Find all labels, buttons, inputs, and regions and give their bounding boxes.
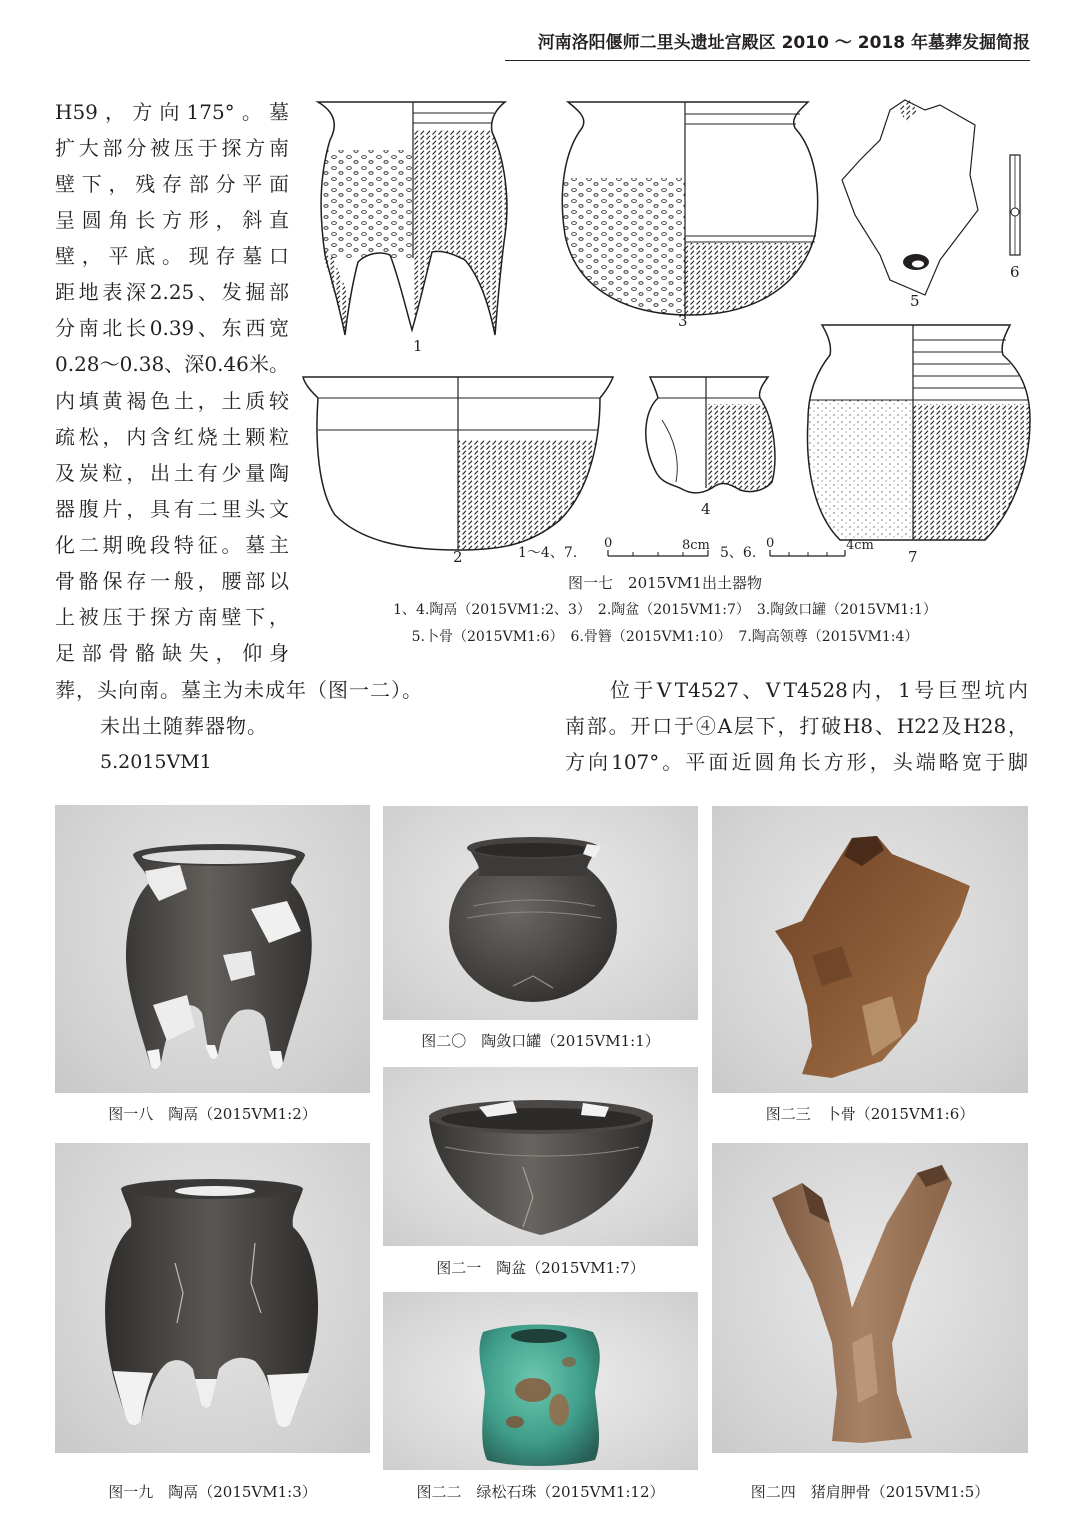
drawing-label-6: 6 xyxy=(1010,263,1020,281)
pig-scapula-photo xyxy=(712,1143,1028,1453)
photo-figure-21 xyxy=(383,1067,698,1246)
body-line: 及炭粒，出土有少量陶 xyxy=(55,461,289,485)
body-line: 上被压于探方南壁下， xyxy=(55,605,289,629)
drawing-2-basin xyxy=(303,377,618,555)
section-heading: 5.2015ⅤM1 xyxy=(100,751,212,773)
body-line: 0.28～0.38、深0.46米。 xyxy=(55,352,289,376)
scale-bar-4cm xyxy=(770,550,845,556)
figure-17-title: 图一七 2015ⅤM1出土器物 xyxy=(568,574,762,592)
turquoise-bead-photo xyxy=(383,1292,698,1470)
photo-caption-figure-23: 图二三 卜骨（2015ⅤM1:6） xyxy=(765,1105,975,1123)
photo-figure-22 xyxy=(383,1292,698,1470)
drawing-5-oracle-bone xyxy=(842,100,978,295)
scale-a-zero: 0 xyxy=(604,536,613,551)
body-line: 壁下，残存部分平面 xyxy=(55,172,289,196)
body-line: 器腹片，具有二里头文 xyxy=(55,497,289,521)
body-line-right: 方向107°。平面近圆角长方形，头端略宽于脚 xyxy=(565,750,1028,774)
drawing-7-tall-neck-zun xyxy=(800,325,1038,545)
body-line: 壁，平底。现存墓口 xyxy=(55,244,289,268)
scale-a-length: 8cm xyxy=(682,538,710,553)
figure-17-legend-line-2: 5.卜骨（2015ⅤM1:6） 6.骨簪（2015ⅤM1:10） 7.陶高领尊（2015ⅤM1:4） xyxy=(411,629,919,645)
body-line-no-grave-goods: 未出土随葬器物。 xyxy=(100,714,268,738)
drawing-label-5: 5 xyxy=(910,292,920,310)
drawing-label-1: 1 xyxy=(413,337,423,355)
body-line: 内填黄褐色土，土质较 xyxy=(55,389,289,413)
photo-caption-figure-19: 图一九 陶鬲（2015ⅤM1:3） xyxy=(108,1483,317,1501)
body-line: 化二期晚段特征。墓主 xyxy=(55,533,289,557)
drawing-label-4: 4 xyxy=(701,500,711,518)
photo-caption-figure-21: 图二一 陶盆（2015ⅤM1:7） xyxy=(436,1259,645,1277)
photo-caption-figure-18: 图一八 陶鬲（2015ⅤM1:2） xyxy=(108,1105,317,1123)
body-line: 距地表深2.25、发掘部 xyxy=(55,280,289,304)
scale-a-items: 1～4、7. xyxy=(518,545,578,561)
body-line: 扩大部分被压于探方南 xyxy=(55,136,289,160)
body-line-right: 南部。开口于④A层下，打破H8、H22及H28， xyxy=(565,714,1028,738)
photo-figure-20 xyxy=(383,806,698,1020)
jar-photo xyxy=(383,806,698,1020)
body-line: 疏松，内含红烧土颗粒 xyxy=(55,425,289,449)
li-tripod-photo xyxy=(55,1143,370,1453)
photo-caption-figure-20: 图二〇 陶敛口罐（2015ⅤM1:1） xyxy=(421,1032,660,1050)
body-line: 骨骼保存一般，腰部以 xyxy=(55,569,289,593)
figure-17-legend-line-1: 1、4.陶鬲（2015ⅤM1:2、3） 2.陶盆（2015ⅤM1:7） 3.陶敛口罐（2015ⅤM1:1） xyxy=(393,602,937,618)
drawing-label-3: 3 xyxy=(678,312,688,330)
scale-b-zero: 0 xyxy=(766,536,775,551)
drawing-3-jar xyxy=(560,102,825,323)
drawing-1-li-tripod xyxy=(318,102,513,345)
scale-b-length: 4cm xyxy=(846,538,874,553)
drawing-6-bone-hairpin xyxy=(1010,155,1020,255)
body-line: 呈圆角长方形，斜直 xyxy=(55,208,289,232)
body-line: H59，方向175°。墓 xyxy=(55,100,289,124)
drawing-4-li-tripod xyxy=(646,377,781,499)
body-line: 分南北长0.39、东西宽 xyxy=(55,316,289,340)
basin-photo xyxy=(383,1067,698,1246)
body-line-right: 位于ⅤT4527、ⅤT4528内，1号巨型坑内 xyxy=(610,678,1028,702)
oracle-bone-photo xyxy=(712,806,1028,1093)
body-line: 足部骨骼缺失，仰身 xyxy=(55,641,289,665)
body-line-paragraph-end: 葬，头向南。墓主为未成年（图一二）。 xyxy=(55,678,423,702)
scale-b-items: 5、6. xyxy=(720,545,757,561)
li-tripod-photo xyxy=(55,805,370,1093)
photo-figure-23 xyxy=(712,806,1028,1093)
photo-caption-figure-22: 图二二 绿松石珠（2015ⅤM1:12） xyxy=(416,1483,665,1501)
photo-figure-19 xyxy=(55,1143,370,1453)
photo-figure-24 xyxy=(712,1143,1028,1453)
running-header: 河南洛阳偃师二里头遗址宫殿区 2010 ～ 2018 年墓葬发掘简报 xyxy=(537,33,1030,53)
drawing-label-7: 7 xyxy=(908,548,918,566)
drawing-label-2: 2 xyxy=(453,548,463,566)
photo-caption-figure-24: 图二四 猪肩胛骨（2015ⅤM1:5） xyxy=(750,1483,990,1501)
photo-figure-18 xyxy=(55,805,370,1093)
